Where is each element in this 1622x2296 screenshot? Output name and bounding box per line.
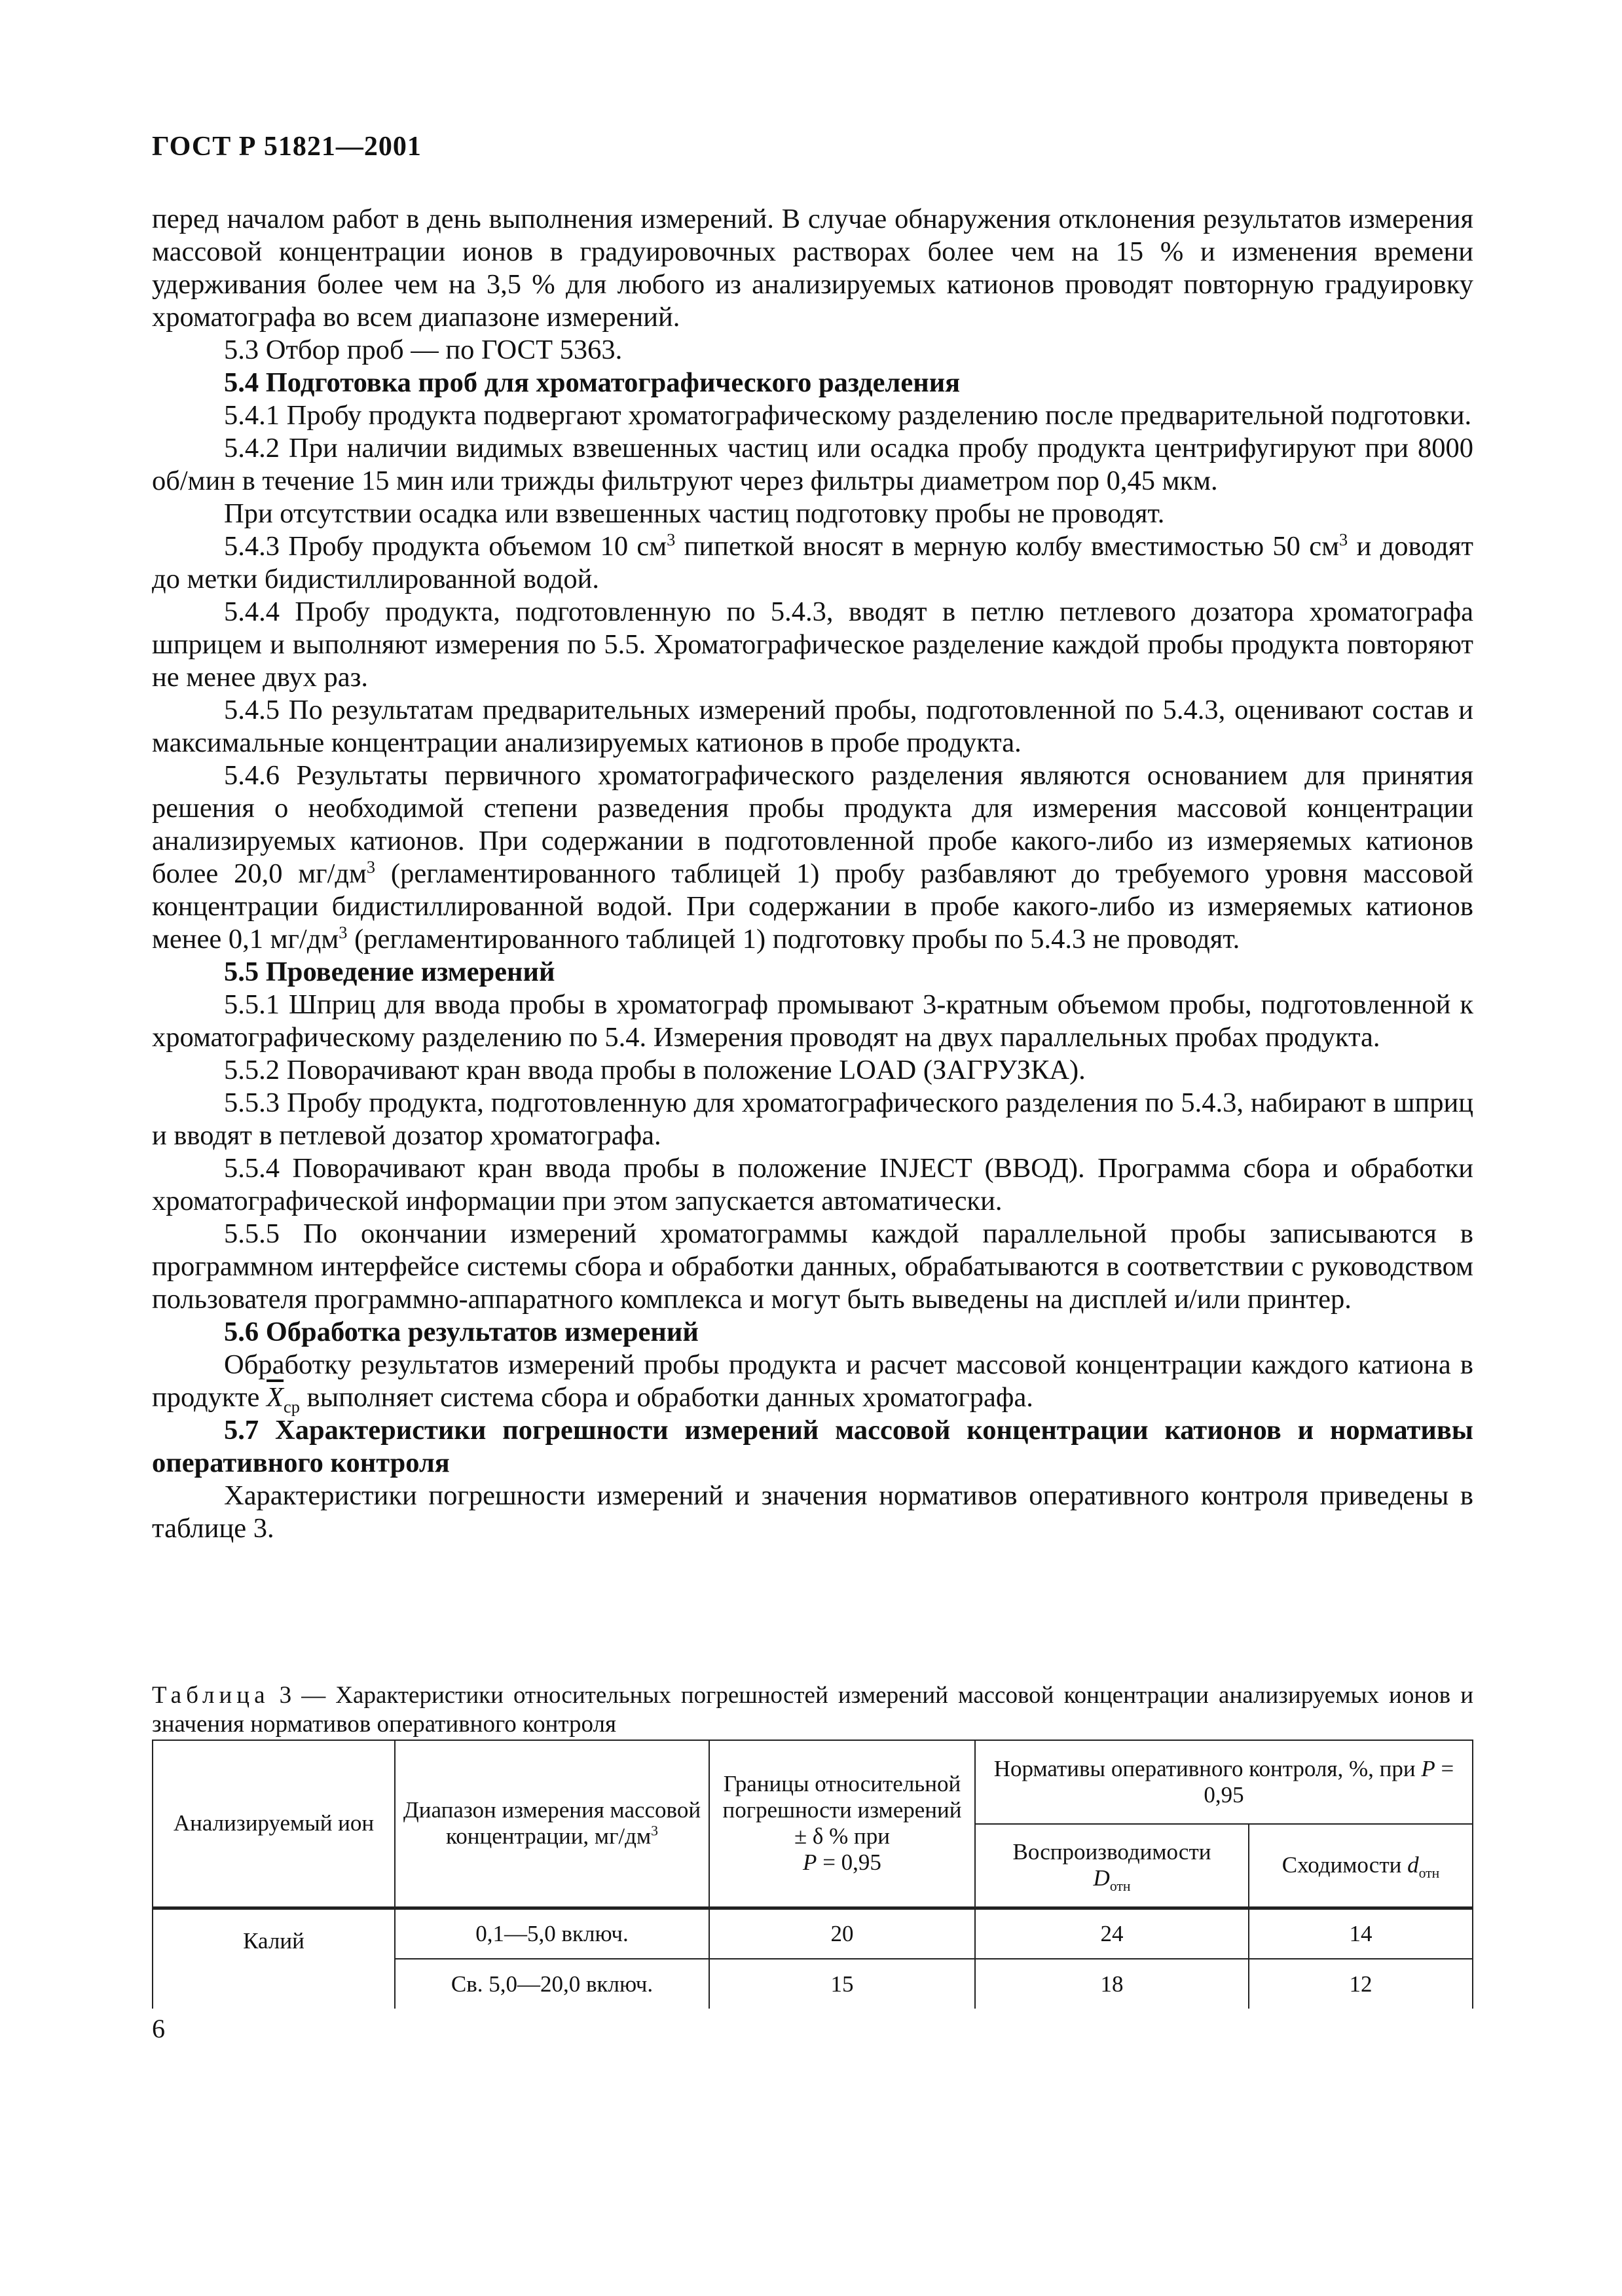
col-header-range xyxy=(395,1740,709,1908)
header-text: Воспроизводимости xyxy=(1012,1839,1211,1865)
paragraph: 5.4.5 По результатам предварительных измерений пробы, подготовленной по 5.4.3, оценивают состав и максимальные концентрации анализируемых катионов в пробе продукта. xyxy=(152,695,1473,758)
paragraph: 5.5.1 Шприц для ввода пробы в хроматограф промывают 3-кратным объемом пробы, подготовленной к хроматографическому разделению по 5.4. Измерения проводят на двух параллельных пробах продукта. xyxy=(152,989,1473,1053)
paragraph: 5.3 Отбор проб — по ГОСТ 5363. xyxy=(224,335,623,365)
superscript: 3 xyxy=(366,857,376,877)
header-text: = 0,95 xyxy=(1204,1756,1454,1808)
table-caption xyxy=(152,1681,1473,1739)
header-text: Диапазон измерения массовой концентрации, мг/дм xyxy=(403,1797,701,1850)
paragraph: 5.5.3 Пробу продукта, подготовленную для хроматографического разделения по 5.4.3, набирают в шприц и вводят в петлевой дозатор хроматографа. xyxy=(152,1087,1473,1151)
cell-convergence: 12 xyxy=(1249,1959,1473,2009)
superscript: 3 xyxy=(1339,530,1348,549)
header-text: Сходимости xyxy=(1281,1852,1408,1878)
caption-label: Таблица xyxy=(152,1682,270,1709)
symbol-p: P xyxy=(803,1850,817,1876)
document-body xyxy=(152,203,1473,1545)
text-run: пипеткой вносят в мерную колбу вместимостью 50 см xyxy=(675,531,1340,562)
superscript: 3 xyxy=(667,530,676,549)
paragraph: 5.5.5 По окончании измерений хроматограммы каждой параллельной пробы записываются в программном интерфейсе системы сбора и обработки данных, обрабатываются в соответствии с руководством пользователя программно-аппаратного комплекса и могут быть выведены на дисплей и/или принтер. xyxy=(152,1218,1473,1315)
paragraph: 5.5.4 Поворачивают кран ввода пробы в положение INJECT (ВВОД). Программа сбора и обработки хроматографической информации при этом запускается автоматически. xyxy=(152,1153,1473,1216)
col-header-bounds xyxy=(709,1740,975,1908)
col-header-ion: Анализируемый ион xyxy=(153,1740,395,1908)
cell-range: 0,1—5,0 включ. xyxy=(395,1908,709,1959)
caption-text: 3 — Характеристики относительных погрешностей измерений массовой концентрации анализируемых ионов и значения нормативов оперативного контроля xyxy=(152,1682,1473,1738)
section-heading: 5.6 Обработка результатов измерений xyxy=(224,1317,699,1347)
symbol-d-lower: d xyxy=(1407,1852,1419,1878)
paragraph: перед началом работ в день выполнения измерений. В случае обнаружения отклонения результатов измерения массовой концентрации ионов в градуировочных растворах более чем на 15 % и изменения времени удерживания более чем на 3,5 % для любого из анализируемых катионов проводят повторную градуировку хроматографа во всем диапазоне измерений. xyxy=(152,204,1473,333)
text-run: выполняет система сбора и обработки данных хроматографа. xyxy=(299,1382,1033,1413)
symbol-d-upper: D xyxy=(1093,1865,1110,1891)
text-run: 5.4.3 Пробу продукта объемом 10 см xyxy=(224,531,667,562)
section-heading: 5.4 Подготовка проб для хроматографического разделения xyxy=(224,367,961,398)
page-number: 6 xyxy=(152,2014,165,2043)
subscript: отн xyxy=(1418,1865,1440,1882)
symbol-p: P xyxy=(1421,1756,1435,1781)
subscript: отн xyxy=(1109,1878,1131,1895)
cell-reproducibility: 24 xyxy=(975,1908,1249,1959)
table-row xyxy=(153,1908,1473,1959)
cell-bound: 15 xyxy=(709,1959,975,2009)
cell-ion: Калий xyxy=(153,1908,395,2009)
header-text: Границы относительной погрешности измерений ± δ % при xyxy=(722,1771,962,1850)
text-run: 5.4.6 Результаты первичного хроматографического разделения являются основанием для принятия решения о необходимой степени разведения пробы продукта для измерения массовой концентрации анализируемых катионов. При содержании в подготовленной пробе какого-либо из измеряемых катионов более 20,0 мг/дм xyxy=(152,760,1473,889)
table-header xyxy=(153,1740,1473,1908)
document-header: ГОСТ Р 51821—2001 xyxy=(152,132,422,162)
text-run: (регламентированного таблицей 1) подготовку пробы по 5.4.3 не проводят. xyxy=(347,924,1240,955)
paragraph: 5.5.2 Поворачивают кран ввода пробы в положение LOAD (ЗАГРУЗКА). xyxy=(224,1055,1086,1085)
section-heading: 5.7 Характеристики погрешности измерений массовой концентрации катионов и нормативы оперативного контроля xyxy=(152,1415,1473,1478)
paragraph xyxy=(152,759,1473,956)
col-header-norms xyxy=(975,1740,1473,1824)
paragraph: При отсутствии осадка или взвешенных частиц подготовку пробы не проводят. xyxy=(224,498,1165,529)
data-table xyxy=(152,1740,1473,2009)
paragraph: 5.4.4 Пробу продукта, подготовленную по 5.4.3, вводят в петлю петлевого дозатора хроматографа шприцем и выполняют измерения по 5.5. Хроматографическое разделение каждой пробы продукта повторяют не менее двух раз. xyxy=(152,596,1473,693)
col-header-convergence xyxy=(1249,1824,1473,1908)
cell-range: Св. 5,0—20,0 включ. xyxy=(395,1959,709,2009)
section-heading: 5.5 Проведение измерений xyxy=(224,957,555,987)
superscript: 3 xyxy=(339,922,348,942)
paragraph xyxy=(152,530,1473,596)
cell-bound: 20 xyxy=(709,1908,975,1959)
cell-convergence: 14 xyxy=(1249,1908,1473,1959)
paragraph xyxy=(152,1349,1473,1417)
header-text: = 0,95 xyxy=(817,1850,881,1876)
paragraph: 5.4.1 Пробу продукта подвергают хроматографическому разделению после предварительной подготовки. xyxy=(224,400,1472,431)
symbol-x-mean: $\overline{X}$ xyxy=(267,1382,284,1413)
superscript: 3 xyxy=(651,1823,658,1839)
cell-reproducibility: 18 xyxy=(975,1959,1249,2009)
text-run: (регламентированного таблицей 1) пробу разбавляют до требуемого уровня массовой концентрации бидистиллированной водой. При содержании в пробе какого-либо из измеряемых катионов менее 0,1 мг/дм xyxy=(152,858,1473,955)
text-run: и доводят до метки бидистиллированной водой. xyxy=(152,531,1474,594)
text-run: Обработку результатов измерений пробы продукта и расчет массовой концентрации каждого катиона в продукте xyxy=(152,1349,1473,1413)
paragraph: 5.4.2 При наличии видимых взвешенных частиц или осадка пробу продукта центрифугируют при 8000 об/мин в течение 15 мин или трижды фильтруют через фильтры диаметром пор 0,45 мкм. xyxy=(152,433,1473,496)
subscript: ср xyxy=(284,1397,300,1417)
col-header-reproducibility xyxy=(975,1824,1249,1908)
header-text: Нормативы оперативного контроля, %, при xyxy=(993,1756,1422,1781)
paragraph: Характеристики погрешности измерений и значения нормативов оперативного контроля приведены в таблице 3. xyxy=(152,1480,1473,1544)
